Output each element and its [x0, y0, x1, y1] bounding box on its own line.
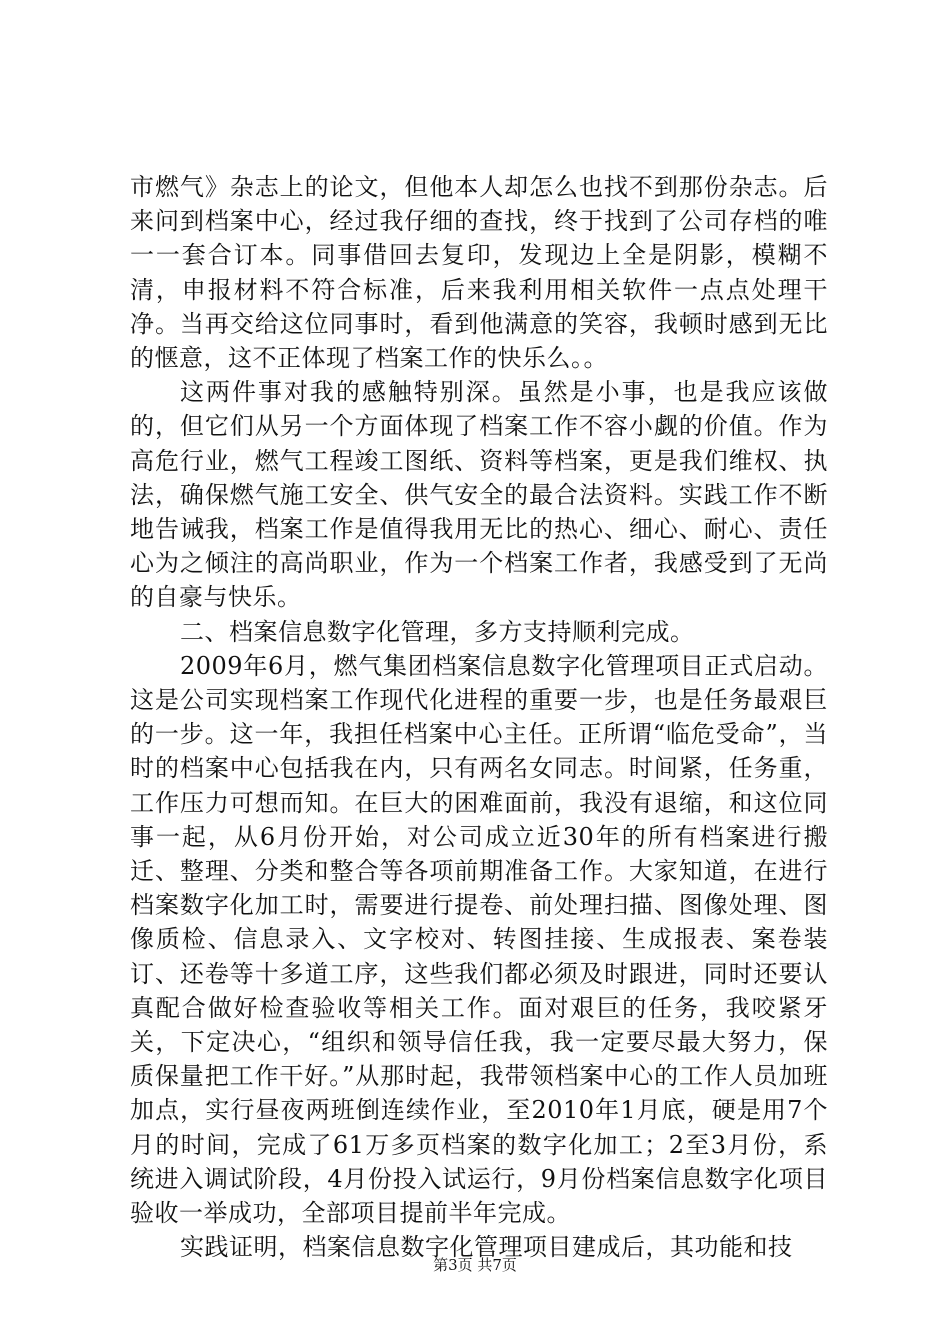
paragraph-3: 2009年6月，燃气集团档案信息数字化管理项目正式启动。这是公司实现档案工作现代化进程的重要一步，也是任务最艰巨的一步。这一年，我担任档案中心主任。正所谓“临危受命”，当时的档案中心包括我在内，只有两名女同志。时间紧，任务重，工作压力可想而知。在巨大的困难面前，我没有退缩，和这位同事一起，从6月份开始，对公司成立近30年的所有档案进行搬迁、整理、分类和整合等各项前期准备工作。大家知道，在进行档案数字化加工时，需要进行提卷、前处理扫描、图像处理、图像质检、信息录入、文字校对、转图挂接、生成报表、案卷装订、还卷等十多道工序，这些我们都必须及时跟进，同时还要认真配合做好检查验收等相关工作。面对艰巨的任务，我咬紧牙关，下定决心，“组织和领导信任我，我一定要尽最大努力，保质保量把工作干好。”从那时起，我带领档案中心的工作人员加班加点，实行昼夜两班倒连续作业，至2010年1月底，硬是用7个月的时间，完成了61万多页档案的数字化加工；2至3月份，系统进入调试阶段，4月份投入试运行，9月份档案信息数字化项目验收一举成功，全部项目提前半年完成。	[130, 651, 828, 1228]
section-heading: 二、档案信息数字化管理，多方支持顺利完成。	[180, 617, 695, 646]
paragraph-1: 市燃气》杂志上的论文，但他本人却怎么也找不到那份杂志。后来问到档案中心，经过我仔细的查找，终于找到了公司存档的唯一一套合订本。同事借回去复印，发现边上全是阴影，模糊不清，申报材料不符合标准，后来我利用相关软件一点点处理干净。当再交给这位同事时，看到他满意的笑容，我顿时感到无比的惬意，这不正体现了档案工作的快乐么。。	[130, 173, 828, 373]
paragraph-4: 实践证明，档案信息数字化管理项目建成后，其功能和技	[180, 1233, 793, 1262]
page-number-footer: 第3页 共7页	[433, 1256, 517, 1274]
paragraph-2: 这两件事对我的感触特别深。虽然是小事，也是我应该做的，但它们从另一个方面体现了档案工作不容小觑的价值。作为高危行业，燃气工程竣工图纸、资料等档案，更是我们维权、执法，确保燃气施工安全、供气安全的最合法资料。实践工作不断地告诫我，档案工作是值得我用无比的热心、细心、耐心、责任心为之倾注的高尚职业，作为一个档案工作者，我感受到了无尚的自豪与快乐。	[130, 378, 828, 612]
document-body	[130, 170, 828, 1265]
